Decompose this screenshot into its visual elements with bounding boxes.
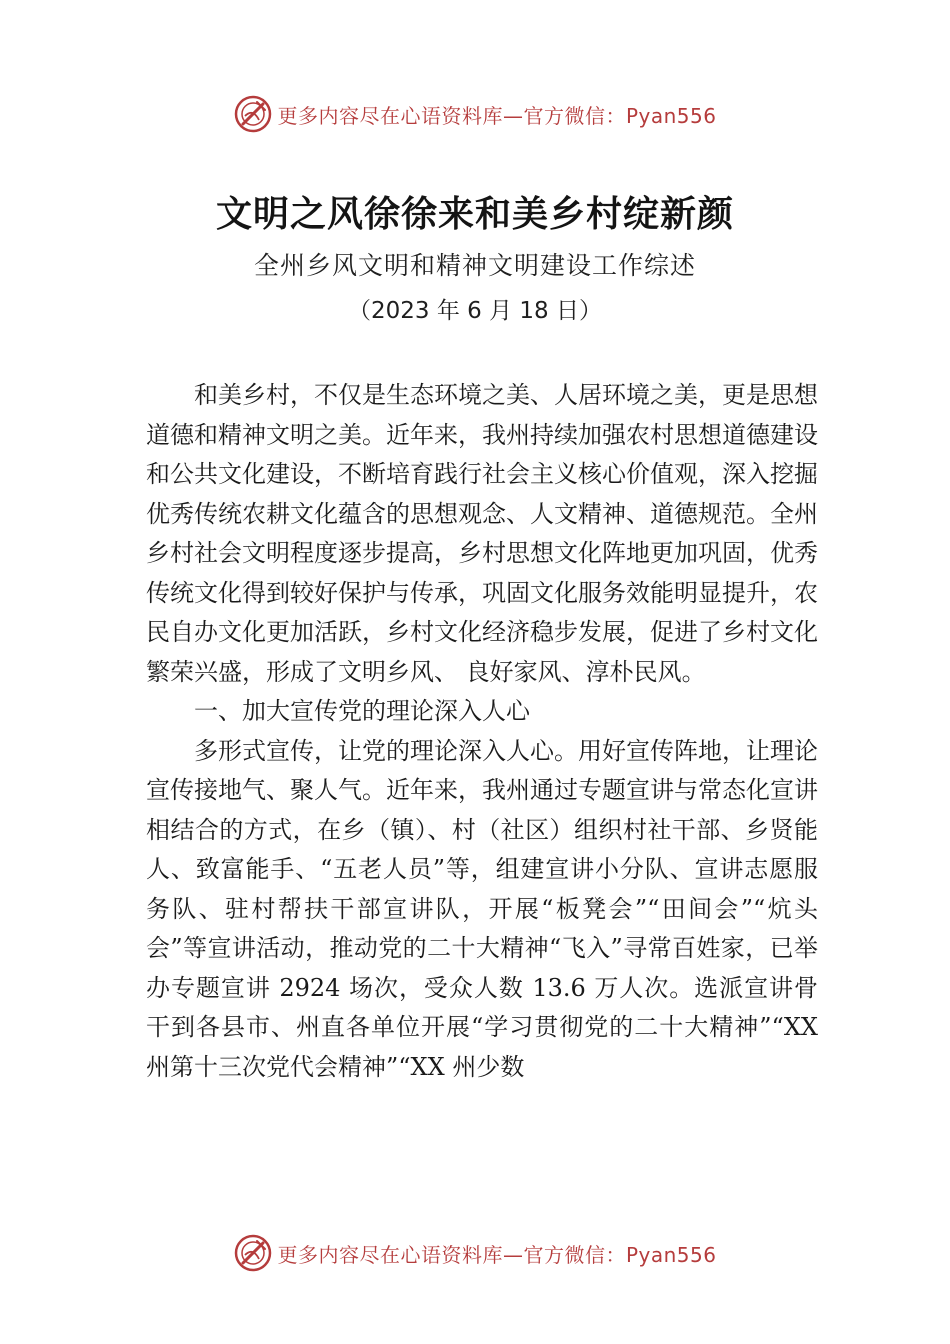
document-date: （2023 年 6 月 18 日） <box>348 298 602 324</box>
header-banner-text: 更多内容尽在心语资料库—官方微信：Pyan556 <box>277 103 717 128</box>
logo-seal-icon <box>233 1233 273 1273</box>
paragraph-intro: 和美乡村，不仅是生态环境之美、人居环境之美，更是思想道德和精神文明之美。近年来，我州持续加强农村思想道德建设和公共文化建设，不断培育践行社会主义核心价值观，深入挖掘优秀传统农耕文化蕴含的思想观念、人文精神、道德规范。全州乡村社会文明程度逐步提高，乡村思想文化阵地更加巩固，优秀传统文化得到较好保护与传承，巩固文化服务效能明显提升，农民自办文化更加活跃，乡村文化经济稳步发展，促进了乡村文化繁荣兴盛，形成了文明乡风、 良好家风、淳朴民风。 <box>146 381 818 686</box>
document-subtitle: 全州乡风文明和精神文明建设工作综述 <box>253 251 696 280</box>
footer-banner <box>0 1231 950 1275</box>
header-banner <box>0 92 950 136</box>
paragraph-section-1: 多形式宣传，让党的理论深入人心。用好宣传阵地，让理论宣传接地气、聚人气。近年来，我州通过专题宣讲与常态化宣讲相结合的方式，在乡（镇）、村（社区）组织村社干部、乡贤能人、致富能手、“五老人员”等，组建宣讲小分队、宣讲志愿服务队、驻村帮扶干部宣讲队，开展“板凳会”“田间会”“炕头会”等宣讲活动，推动党的二十大精神“飞入”寻常百姓家，已举办专题宣讲 2924 场次，受众人数 13.6 万人次。选派宣讲骨干到各县市、州直各单位开展“学习贯彻党的二十大精神”“XX 州第十三次党代会精神”“XX 州少数 <box>146 736 818 1081</box>
logo-seal-icon <box>233 94 273 134</box>
document-body <box>146 376 818 1087</box>
footer-banner-text: 更多内容尽在心语资料库—官方微信：Pyan556 <box>277 1242 717 1267</box>
section-heading: 一、加大宣传党的理论深入人心 <box>194 697 530 725</box>
document-title: 文明之风徐徐来和美乡村绽新颜 <box>215 193 734 235</box>
